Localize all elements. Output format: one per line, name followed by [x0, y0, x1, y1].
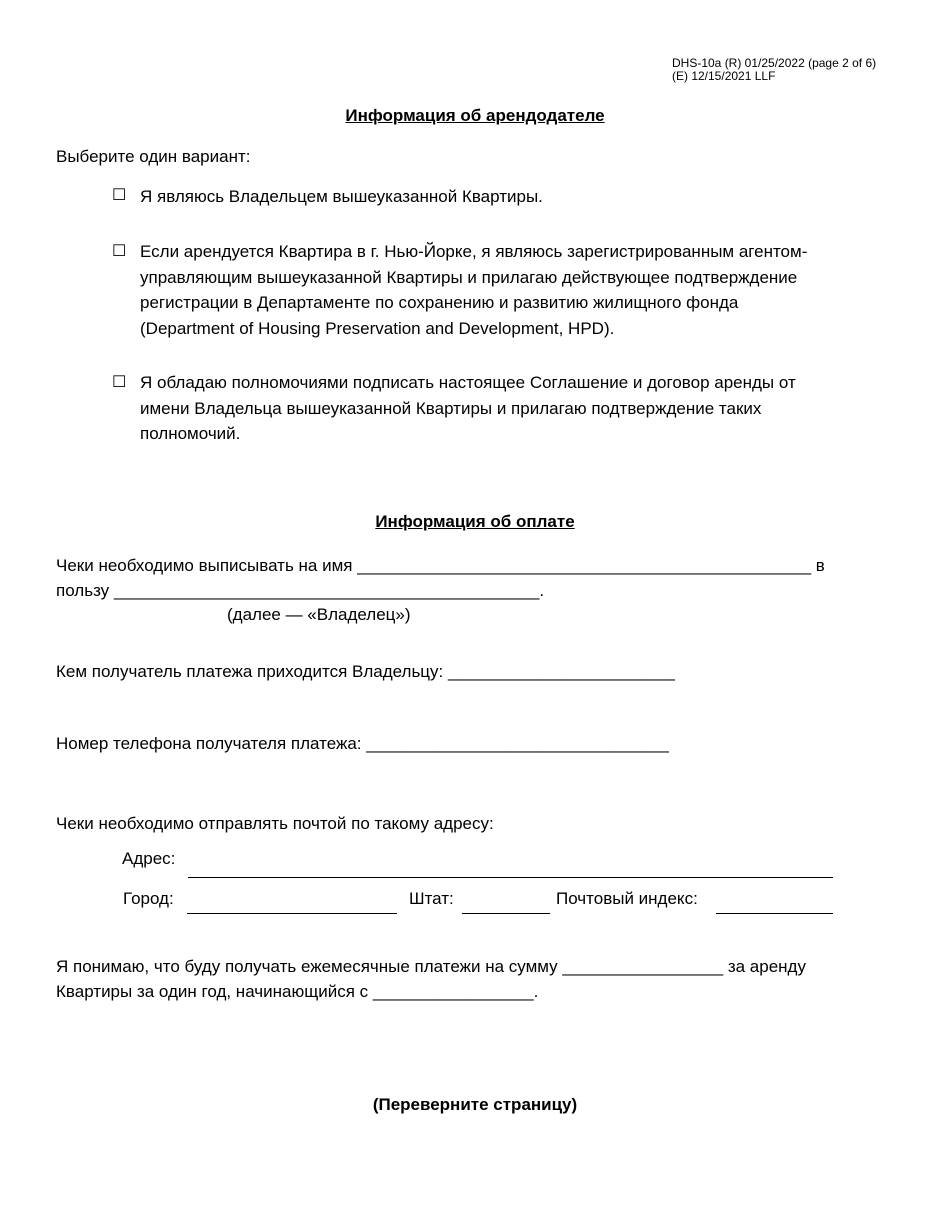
city-label: Город:	[123, 889, 174, 908]
choose-one-label: Выберите один вариант:	[56, 147, 251, 166]
owner-option-label: Я являюсь Владельцем вышеуказанной Квартиры.	[140, 187, 543, 206]
authority-option-label: Я обладаю полномочиями подписать настоящее Соглашение и договор аренды от имени Владельца вышеуказанной Квартиры и прилагаю подтверждение таких полномочий.	[140, 373, 796, 443]
zip-label: Почтовый индекс:	[556, 889, 698, 908]
state-label: Штат:	[409, 889, 454, 908]
city-input-line[interactable]	[187, 913, 397, 914]
monthly-payment-field[interactable]: Я понимаю, что буду получать ежемесячные платежи на сумму _________________ за аренду	[56, 957, 806, 976]
payee-relation-field[interactable]: Кем получатель платежа приходится Владельцу: ________________________	[56, 662, 675, 681]
in-favor-field[interactable]: пользу _____________________________________________.	[56, 581, 545, 600]
form-edition: (E) 12/15/2021 LLF	[672, 69, 776, 83]
payee-phone-field[interactable]: Номер телефона получателя платежа: ________________________________	[56, 734, 669, 753]
owner-definition-note: (далее — «Владелец»)	[227, 605, 411, 624]
authority-checkbox[interactable]: ☐	[112, 374, 127, 391]
turn-page-note: (Переверните страницу)	[372, 1095, 578, 1114]
owner-checkbox[interactable]: ☐	[112, 187, 127, 204]
lease-start-field[interactable]: Квартиры за один год, начинающийся с _________________.	[56, 982, 539, 1001]
state-input-line[interactable]	[462, 913, 550, 914]
zip-input-line[interactable]	[716, 913, 833, 914]
address-label: Адрес:	[122, 849, 176, 868]
form-id: DHS-10a (R) 01/25/2022 (page 2 of 6)	[672, 56, 877, 70]
agent-checkbox[interactable]: ☐	[112, 243, 127, 260]
payment-section-title: Информация об оплате	[375, 512, 575, 531]
landlord-section-title: Информация об арендодателе	[345, 106, 605, 125]
checks-payable-field[interactable]: Чеки необходимо выписывать на имя ________________________________________________ в	[56, 556, 825, 575]
agent-option-label: Если арендуется Квартира в г. Нью-Йорке, я являюсь зарегистрированным агентом- управляющим вышеуказанной Квартиры и прилагаю действующее подтверждение регистрации в Департаменте по сохранению и развитию жилищного фонда (Department of Housing Preservation and Development, HPD).	[140, 242, 808, 338]
mail-address-instruction: Чеки необходимо отправлять почтой по такому адресу:	[56, 814, 494, 833]
address-input-line[interactable]	[188, 877, 833, 878]
